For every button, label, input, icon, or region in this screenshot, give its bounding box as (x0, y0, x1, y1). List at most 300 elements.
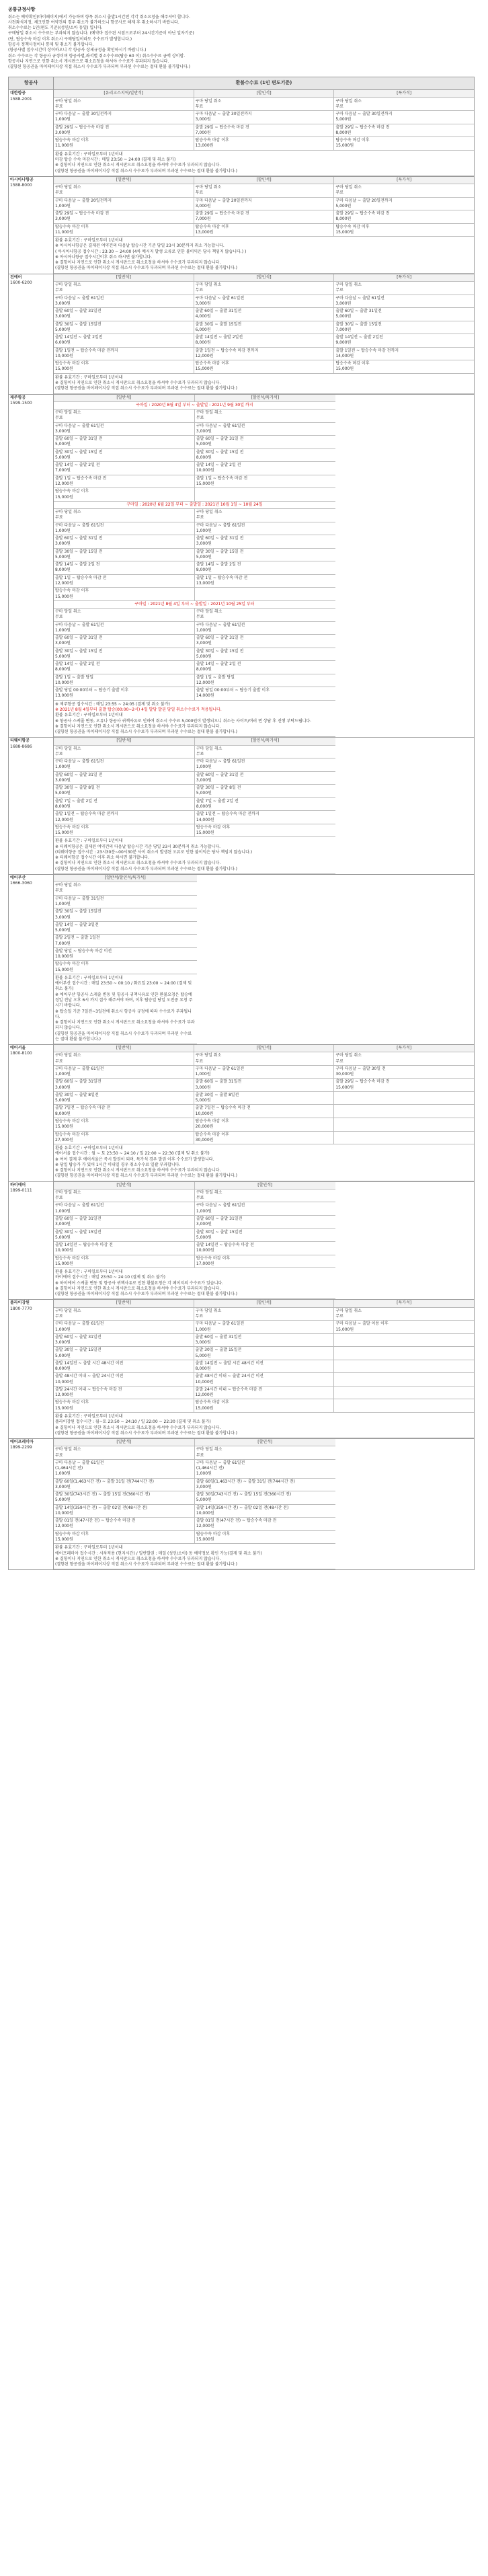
notice-line: 구매당일 취소시 수수료는 부과되지 않습니다. (예약마 접수된 시점으로부터 24시간기준이 아닌 일자기준) (8, 31, 194, 36)
fee-row (54, 1373, 474, 1387)
airline-phone: 1800-7770 (10, 1306, 32, 1311)
fee-column-header: [할인석] (257, 1182, 273, 1187)
fee-row (54, 321, 474, 335)
fee-row (54, 1334, 474, 1348)
fee-cell: 구마 당일 취소 무료 (335, 185, 362, 196)
airline-notes (54, 1413, 474, 1438)
note-line: ※ 결항이나 지연으로 인한 취소시 게시판으로 취소요청을 하셔야 수수료가 부과되지 않습니다. (55, 724, 221, 729)
fee-cell: 출발 7일전 ~ 탑승수속 마감 전 8,000원 (54, 1105, 194, 1118)
fee-row (54, 661, 335, 674)
fee-column-header: [특가석] (397, 1046, 412, 1051)
fee-row (54, 423, 335, 436)
fee-header-row (54, 395, 335, 402)
airline-row (9, 90, 475, 176)
fee-header-row (54, 738, 335, 745)
fee-column-header: [일반석] (54, 395, 195, 401)
fee-cell: 구마 다음날 ~ 출발 61일전 1,000원 (54, 1321, 194, 1333)
fee-row (54, 609, 335, 622)
fee-cell: 구마 다음날 ~ 출발 61일전 1,000원 (196, 522, 245, 533)
fee-cell: 탑승수속 마감 이후 15,000원 (54, 360, 194, 373)
fee-column-header: [특가석] (397, 91, 412, 96)
fee-cell: 출발 30일 ~ 출발 8일전 5,000원 (194, 1092, 335, 1105)
note-line: ※ 결항이나 지연으로 인한 취소시 게시판으로 취소요청을 하셔야 수수료가 부과되지 않습니다. (55, 1020, 195, 1031)
fee-cell: 탑승수속 마감 이후 15,000원 (54, 588, 195, 600)
fee-row (54, 137, 474, 151)
fee-cell: 출발 14일전 ~ 출발 2일전 8,000원 (194, 334, 335, 347)
fee-cell: 출발 01일 전(47시간 전) ~ 탑승수속 마감 전 12,000원 (196, 1518, 277, 1529)
fee-cell: 출발 1일 ~ 출발 당일 10,000원 (54, 674, 195, 687)
airline-name: 제주항공 (10, 395, 26, 400)
fee-row (54, 98, 474, 112)
fee-row (54, 1518, 335, 1531)
fee-cell: 출발 60일(1,463시간 전) ~ 출발 31일 전(744시간 전) 3,000원 (196, 1479, 295, 1489)
fee-cell: 탑승수속 마감 이후 15,000원 (335, 361, 370, 372)
note-line: (결항된 항공권을 마이페이지상 직접 취소시 수수료가 부과되며 부과된 수수료는 절대 환불 불가합니다.) (55, 1031, 192, 1042)
fee-row (54, 475, 335, 489)
fee-cell: 출발 30일 ~ 출발 15일 전 5,000원 (196, 648, 244, 659)
fee-cell: 구마 당일 취소 무료 (54, 746, 195, 758)
fee-cell: 출발 1일 ~ 탑승수속 마감 전 12,000원 (54, 475, 195, 488)
fee-cell: 출발 30일 ~ 출발 8일 전 5,000원 (196, 785, 241, 796)
note-line: 에어프레미아 접수시간 : 시차적용 (현지시간) / 일반발권 : 매일 (성인/소아) 동 예약정보 확인 가능(결제 및 취소 불가) (55, 1551, 262, 1556)
airline-cell (9, 1181, 54, 1300)
fee-row (54, 687, 335, 701)
note-line: 에어서울 접수시간 : 월 ~ 토 23:50 ~ 24:10 / 일 22:00 ~ 22:30 (결제 및 취소 불가) (55, 1151, 210, 1157)
fee-cell: 탑승수속 마감 이후 15,000원 (54, 824, 195, 837)
fee-column-header: [일반석] (54, 1300, 194, 1306)
fee-row (54, 896, 197, 909)
fee-cell: 구마 당일 취소 무료 (54, 1052, 194, 1065)
fee-cell: 탑승수속 마감 이후 15,000원 (194, 1399, 335, 1412)
airline-cell (9, 1300, 54, 1439)
fee-cell: 탑승수속 마감 이후 20,000원 (194, 1118, 335, 1131)
fee-cell: 구마 당일 취소 무료 (196, 1189, 222, 1201)
fee-cell: 구마 다음날 ~ 출발 61일전 1,000원 (54, 522, 195, 535)
airline-phone: 1588-8000 (10, 183, 32, 188)
fee-row (54, 588, 335, 601)
fee-cell: 출발 60일 ~ 출발 31일 전 3,000원 (54, 535, 195, 548)
fee-row (54, 575, 335, 588)
fee-row (54, 1399, 474, 1413)
fee-row (54, 334, 474, 348)
fee-cell: 구마 당일 취소 무료 (55, 883, 81, 894)
fee-cell: 구마 다음날 ~ 출발 20일전까지 5,000원 (335, 198, 393, 208)
airline-row (9, 1439, 475, 1570)
fee-cell: 구마 당일 취소 무료 (194, 282, 335, 295)
fee-row (54, 111, 474, 124)
fee-cell: 구마 다음날 ~ 출발 20일전까지 3,000원 (194, 198, 335, 210)
fee-column-header: [일반석/할인석/특가석] (104, 875, 146, 880)
fee-cell: 출발 30일 ~ 출발 8일 전 5,000원 (54, 785, 195, 797)
fee-cell: 출발 14일 ~ 출발 3일전 5,000원 (55, 922, 99, 933)
airline-cell (9, 90, 54, 176)
airline-notes (54, 701, 335, 738)
fee-cell: 구마 다음날 ~ 출발 30일전까지 1,000원 (54, 111, 194, 124)
fee-cell: 출발 30일 ~ 출발 15일전 5,000원 (54, 1347, 194, 1360)
fee-row (54, 1216, 335, 1229)
notice-line: 취소 수수료는 각 항공사 규정이며 항공사별,좌석별 취소수수료(탑승 60 이) 취소수수료 금액 상이함. (8, 53, 186, 58)
fee-cell: 출발 30일 ~ 출발 15일전 6,000원 (194, 321, 335, 334)
note-line: 환불 유효기간 : 구마일로부터 1년이내 (55, 151, 123, 157)
fee-detail-cell (54, 274, 475, 394)
fee-cell: 출발 29일 ~ 탑승수속 마감 전 7,000원 (194, 210, 335, 223)
fee-cell: 출발 30일 ~ 출발 15일 전 5,000원 (54, 449, 195, 462)
note-line: ※ 당일 탑승가 가 있어 1시간 이내일 경우 취소수수료 일괄 부과합니다. (55, 1162, 181, 1167)
fee-cell: 출발 30일 ~ 출발 15일 전 5,000원 (54, 648, 195, 661)
airline-row (9, 874, 475, 1044)
note-line: ※ 결항이나 지연으로 인한 취소시 게시판으로 취소요청을 하셔야 수수료가 부과되지 않습니다. (55, 861, 221, 866)
fee-column-header: [할인석] (194, 90, 335, 97)
fee-cell: 출발 30일 ~ 출발 15일전 5,000원 (196, 1229, 243, 1240)
fee-cell: 출발 1일 ~ 탑승수속 마감 전 15,000원 (196, 475, 248, 486)
note-line: 환불 유효기간 : 구마일로부터 1년이내 (55, 1146, 123, 1151)
fee-cell: 출발 48시간 이내 ~ 출발 24시간 이전 10,000원 (54, 1373, 194, 1386)
fee-cell: 구마 당일 취소 무료 (196, 609, 222, 620)
fee-row (54, 295, 474, 309)
note-line: 환불 유효기간 : 구마일로부터 1년이내 (55, 838, 123, 844)
fee-cell: 구마 당일 취소 무료 (54, 282, 194, 295)
airline-phone: 1688-8686 (10, 744, 32, 749)
note-line: ※ 에어부산 항공사 스케줄 변동 및 항공사 귀책사유로 인한 환불요청은 탑승예정일 전날 오후 6시 까지 접수 해주셔야 하며, 이후 탑승일 당일 오전중 요청 주시기 바랍니다. (55, 992, 193, 1009)
fee-column-header: [일반석] (54, 1439, 195, 1446)
fee-column-header: [일반석] (54, 274, 194, 281)
fee-cell: 탑승수속 마감 이후 15,000원 (196, 824, 231, 836)
fee-cell: 구마 다음날 ~ 출발 61일전 1,000원 (194, 1321, 335, 1333)
airline-name: 에어서울 (10, 1046, 26, 1051)
fee-detail-cell (54, 1439, 475, 1570)
note-line: (결항된 항공권을 마이페이지상 직접 취소시 수수료가 부과되며 부과된 수수료는 절대 환불 불가합니다.) (55, 1562, 238, 1567)
notice-line: 취소는 예약확인(마이페이지)에서 가능하며 항목 취소시 출발1시간전 각각 취소요청을 해주셔야 합니다. (8, 14, 191, 19)
fee-cell: 출발 14일(359시간 전) ~ 출발 02일 전(48시간 전) 10,000원 (54, 1505, 195, 1518)
note-line: 환불 유효기간 : 구마일로부터 1년이내 (55, 713, 123, 718)
airline-notes (54, 374, 474, 394)
fee-row (54, 282, 474, 295)
fee-cell: 출발 1일전 ~ 탑승수속 마감 전까지 10,000원 (54, 348, 194, 360)
fee-row (54, 1105, 474, 1118)
notice-line: 항공사나 지연으로 인한 취소시 게시판으로 취소요청을 하셔야 수수료가 부과되지 않습니다. (8, 58, 169, 64)
fee-cell: 출발 60일 ~ 출발 31일 전 5,000원 (54, 436, 195, 448)
fee-row (54, 1360, 474, 1374)
fee-cell: 탑승수속 마감 이후 15,000원 (54, 1531, 195, 1544)
fee-cell: 구마 다음날 ~ 출발 61일전 1,000원 (54, 622, 195, 635)
fee-cell: 출발 60일(1,463시간 전) ~ 출발 31일 전(744시간 전) 3,000원 (54, 1479, 195, 1491)
fee-cell: 구마 당일 취소 무료 (335, 1308, 362, 1319)
fee-row (54, 561, 335, 575)
fee-detail-cell (54, 176, 475, 274)
fee-cell: 출발 29일 ~ 탑승수속 마감 전 3,000원 (54, 210, 194, 223)
fee-cell: 출발 30일 ~ 출발 15일전 5,000원 (194, 1347, 335, 1360)
airline-row (9, 1045, 475, 1182)
fee-row (54, 1132, 474, 1145)
fee-cell: 출발 1일 ~ 탑승수속 마감 전 13,000원 (196, 575, 248, 586)
note-line: 하이에어 접수시간 : 매일 23:50 ~ 24:10 (결제 및 취소 불가) (55, 1275, 165, 1280)
fee-cell: 탑승수속 마감 이후 13,000원 (194, 224, 335, 237)
fee-row (54, 746, 335, 759)
fee-row (54, 308, 474, 321)
fee-cell: 출발 30일 ~ 출발 15일 전 8,000원 (196, 449, 244, 460)
fee-cell: 구마 당일 취소 무료 (54, 609, 195, 621)
fee-cell: 출발 60일 ~ 출발 31일전 3,000원 (196, 1216, 243, 1227)
fee-cell (334, 1092, 474, 1105)
note-line: ※ 결항이나 지연으로 인한 취소시 게시판으로 취소요청을 하셔야 수수료가 부과되지 않습니다. (55, 1556, 221, 1561)
fee-cell: 출발 14일 ~ 출발 2일 전 8,000원 (196, 662, 241, 672)
fee-cell: 탑승수속 마감 이후 15,000원 (54, 488, 195, 501)
notice-line: 항공사 정책사정이나 통제 및 취소기 불가합니다. (8, 42, 94, 47)
fee-row (54, 488, 335, 502)
fee-row (54, 198, 474, 211)
note-line: ※ 결항이나 지연으로 인한 취소시 게시판으로 취소요청을 하셔야 수수료가 부과되지 않습니다. (55, 260, 221, 266)
fee-row (54, 436, 335, 449)
fee-row (54, 1079, 474, 1092)
airline-notes (54, 974, 197, 1044)
period-banner: 구마일 : 2020년 6월 22일 부터 ~ 출발일 : 2021년 10월 1일 ~ 10월 24일 (54, 502, 335, 509)
notice-line: (단, 탑승수속 마감 이후 취소시 구매당일이라도 수수료가 발생합니다.) (8, 36, 132, 42)
fee-detail-cell (54, 1181, 475, 1300)
fee-cell: 출발 60일 ~ 출발 31일전 4,000원 (194, 308, 335, 321)
fee-row (54, 648, 335, 662)
note-line: ※ 탑승일 기준 7일전~3일전에 취소시 항공사 규정에 따라 수수료가 부과됩니다. (55, 1009, 192, 1019)
note-line: 마감 탑승 수속 마감시간 : 매일 23:50 ~ 24:00 (결제 및 취소 불가) (55, 157, 176, 162)
fee-row (54, 622, 335, 635)
fee-cell (334, 1399, 474, 1412)
fee-cell: 출발 60일 ~ 출발 31일 전 3,000원 (54, 635, 195, 648)
fee-cell: 출발 30일 ~ 출발 15일전 5,000원 (54, 321, 194, 334)
fee-cell: 구마 당일 취소 무료 (194, 1308, 335, 1321)
notice-section (0, 0, 488, 70)
fee-cell: 출발 30일(743시간 전) ~ 출발 15일 전(360시간 전) 5,000원 (54, 1491, 195, 1504)
fee-cell: 출발 60일 ~ 출발 31일전 3,000원 (54, 308, 194, 321)
fee-cell: 출발 29일 ~ 탑승수속 마감 전 7,000원 (194, 124, 335, 137)
fee-cell: 구마 당일 취소 무료 (54, 1189, 195, 1202)
fee-cell: 출발 24시간 이내 ~ 탑승수속 마감 전 12,000원 (194, 1387, 335, 1399)
note-line: ※ 티웨이항공 접수시간 이후 취소 하시면 불가합니다. (55, 855, 150, 861)
fee-detail-cell (54, 394, 475, 738)
fee-cell: 구마 다음날 ~ 출발 61일전 (1,464시간 전) 1,000원 (196, 1460, 245, 1477)
note-line: 환불 유효기간 : 구마일로부터 1년이내 (55, 975, 123, 980)
column-fee: 환불수수료 (1인 편도기준) (54, 77, 475, 90)
fee-cell: 탑승수속 마감 이후 11,000원 (54, 224, 194, 237)
airline-row (9, 394, 475, 738)
fee-row (54, 1387, 474, 1400)
fee-cell: 출발 당일 ~ 탑승수속 마감 이전 10,000원 (55, 948, 112, 960)
note-line: 환불 유효기간 : 구마일로부터 1년이내 (55, 1545, 123, 1551)
fee-cell: 출발 7일 ~ 출발 2일 전 8,000원 (54, 798, 195, 811)
fee-cell: 출발 60일 ~ 출발 31일 전 3,000원 (196, 635, 244, 646)
fee-column-header: [일반석] (54, 1182, 195, 1189)
fee-row (54, 1347, 474, 1360)
fee-cell: 출발 24시간 이내 ~ 탑승수속 마감 전 12,000원 (54, 1387, 194, 1399)
note-line: (결항된 항공권을 마이페이지상 직접 취소시 수수료가 부과되며 부과된 수수료는 절대 환불 불가합니다.) (55, 1173, 238, 1179)
fee-cell: 구마 다음날 ~ 출발 61일전 3,000원 (335, 295, 384, 306)
note-line: ※ 아시아나항공 접수시간이후 취소 하시면 불가합니다. (55, 254, 152, 260)
fee-cell (334, 1373, 474, 1386)
fee-row (54, 908, 197, 922)
fee-row (54, 1242, 335, 1255)
fee-cell: 출발 1일전 ~ 탑승수속 마감 전까지 14,000원 (196, 812, 259, 822)
notice-lines (8, 15, 480, 71)
fee-cell: 탑승수속 마감 이후 30,000원 (194, 1132, 335, 1144)
airline-row (9, 1181, 475, 1300)
fee-cell: 출발 29일 ~ 탑승수속 마감 전 3,000원 (54, 124, 194, 137)
fee-cell: 탑승수속 마감 이후 13,000원 (194, 137, 335, 150)
notice-line: 취소수수료는 1인(편도 기준)(성인/소아 동일) 입니다. (8, 26, 103, 31)
fee-header-row (54, 875, 197, 882)
airline-notes (54, 1268, 335, 1299)
fee-cell: 출발 30일 ~ 출발 15일 전 5,000원 (196, 549, 244, 559)
fee-header-row (54, 1182, 335, 1189)
fee-cell: 출발 1일 ~ 탑승수속 마감 전 12,000원 (54, 575, 195, 588)
notice-line: (결항된 항공권을 마이페이지상 직접 취소시 수수료가 부과되며 부과된 수수료는 절대 환불 불가합니다.) (8, 65, 191, 70)
fee-cell: 구마 다음날 ~ 출발 61일전 3,000원 (54, 423, 195, 436)
fee-cell: 출발 60일 ~ 출발 31일 전 3,000원 (54, 772, 195, 785)
airline-name: 플라이강원 (10, 1300, 30, 1306)
fee-cell (195, 588, 335, 600)
fee-cell: 구마 다음날 ~ 출발 30일전까지 5,000원 (335, 112, 393, 122)
fee-cell: 구마 다음날 ~ 출발 이용 이후 15,000원 (335, 1321, 389, 1332)
fee-cell: 출발 30일 ~ 출발 15일전 5,000원 (54, 1229, 195, 1242)
fee-header-row (54, 1439, 335, 1446)
fee-cell: 구마 다음날 ~ 출발 61일전 1,000원 (54, 1202, 195, 1215)
fee-cell: 구마 다음날 ~ 출발 31일전 1,000원 (55, 896, 104, 906)
fee-column-header: [할인석/특가석] (251, 738, 280, 744)
fee-row (54, 210, 474, 224)
fee-cell: 출발 14일 ~ 출발 2일 전 10,000원 (196, 463, 241, 473)
fee-cell: 출발 14일 ~ 출발 2일 전 8,000원 (54, 561, 195, 574)
fee-cell: 탑승수속 마감 이후 15,000원 (55, 962, 89, 972)
note-line: ※ 결항이나 지연으로 인한 취소시 게시판으로 취소요청을 하셔야 수수료가 부과되지 않습니다. (55, 381, 221, 385)
note-line: ※ 티웨이항공은 결제된 여약건의 다음날 탑승시간 기준 당일 23시 30분까지 취소 가능합니다. (55, 844, 221, 849)
fee-cell: 탑승수속 마감 이후 11,000원 (54, 137, 194, 150)
fee-cell: 구마 당일 취소 무료 (335, 282, 362, 293)
fee-cell: 출발 14일전 ~ 탑승수속 마감 전 10,000원 (54, 1242, 195, 1255)
fee-cell: 탑승수속 마감 이후 15,000원 (335, 138, 370, 149)
fee-header-row (54, 177, 474, 184)
fee-cell: 출발 30일(743시간 전) ~ 출발 15일 전(360시간 전) 5,000원 (196, 1492, 292, 1503)
fee-cell: 출발 30일 ~ 출발 15일전 3,000원 (55, 909, 101, 920)
fee-cell: 출발 29일 ~ 탑승수속 마감 전 15,000원 (335, 1079, 390, 1090)
fee-row (54, 224, 474, 237)
note-line: 환불 유효기간 : 구마일로부터 1년이내 (55, 375, 123, 380)
fee-column-header: [일반석] (54, 177, 194, 184)
fee-cell: 구마 다음날 ~ 출발 61일전 3,000원 (54, 295, 194, 308)
airline-row (9, 738, 475, 875)
fee-row (54, 124, 474, 138)
note-line: (결항된 항공권을 마이페이지상 직접 취소시 수수료가 부과되며 부과된 수수료는 절대 환불 불가합니다.) (55, 266, 238, 271)
fee-row (54, 961, 197, 974)
fee-cell: 탑승수속 마감 이후 15,000원 (196, 1531, 231, 1543)
fee-cell: 출발 14일 ~ 출발 2일 전 8,000원 (54, 661, 195, 674)
fee-cell: 출발 30일 ~ 출발 8일전 5,000원 (54, 1092, 194, 1105)
fee-row (54, 674, 335, 688)
note-line: ※ 결항이나 지연으로 인한 취소시 게시판으로 취소요청을 하셔야 수수료가 부과되지 않습니다. (55, 1425, 221, 1430)
fee-row (54, 549, 335, 562)
fee-row (54, 409, 335, 423)
fee-cell: 출발 당일 00:00부터 ~ 탑승기 출발 이후 14,000원 (196, 688, 270, 699)
fee-cell (334, 1387, 474, 1399)
fee-cell (334, 1118, 474, 1131)
fee-row (54, 935, 197, 948)
note-line: ( 아시아나항공 접수시간 : 23:30 ~ 24:00 (4차 메시지 발생 오류로 인한 불이익은 당사 책임지 않습니다.) ) (55, 249, 247, 254)
fee-row (54, 798, 335, 812)
fee-row (54, 348, 474, 361)
fee-row (54, 1229, 335, 1243)
fee-cell: 구마 당일 취소 무료 (196, 746, 222, 756)
fee-header-row (54, 274, 474, 282)
fee-column-header: [특가석] (397, 1300, 412, 1306)
fee-cell: 탑승수속 마감 이후 15,000원 (54, 1399, 194, 1412)
airline-notes (54, 837, 335, 874)
fee-row (54, 758, 335, 772)
refund-fee-table (8, 77, 475, 1570)
airline-cell (9, 738, 54, 875)
fee-row (54, 948, 197, 962)
fee-cell: 구마 다음날 ~ 출발 61일전 3,000원 (194, 295, 335, 308)
fee-cell: 구마 다음날 ~ 출발 30일 전 30,000원 (335, 1066, 386, 1077)
fee-row (54, 1308, 474, 1321)
fee-cell: 구마 당일 취소 무료 (194, 184, 335, 197)
note-line: ※ 여어 결제 후 에어서울은 즉시 발권이 되며, 특가석 경우 발권 이후 수수료가 발생합니다. (55, 1157, 214, 1162)
fee-cell (334, 1132, 474, 1144)
fee-cell: 탑승수속 마감 이후 15,000원 (54, 1255, 195, 1268)
fee-cell: 구마 당일 취소 무료 (196, 510, 222, 520)
fee-detail-cell (54, 1300, 475, 1439)
fee-row (54, 1092, 474, 1105)
airline-notes (54, 1544, 335, 1569)
airline-cell (9, 1045, 54, 1182)
fee-cell: 출발 1일전 ~ 탑승수속 마감 전까지 12,000원 (54, 811, 195, 824)
notice-title: 공통규정사항 (8, 7, 36, 12)
fee-cell: 출발 1일전 ~ 탑승수속 마감 전까지 14,000원 (335, 348, 399, 358)
note-line: ※ 하이에어 스케줄 변동 및 항공사 귀책사유로 인한 환불요청은 각 페이지의 수수료가 있습니다. (55, 1280, 224, 1286)
fee-cell (334, 1347, 474, 1360)
fee-row (54, 509, 335, 522)
note-line: (티웨이항공 접수시간 : 23시30분~00시30분 사이 취소시 발생된 오류로 인한 불이익은 당사 책임지 않습니다.) (55, 849, 253, 855)
airline-phone: 1600-6200 (10, 280, 32, 286)
notice-line: (항공사별 접수시간이 상이하오니 각 항공사 상세규정을 확인하시기 바랍니다.) (8, 48, 147, 53)
fee-cell: 출발 29일 ~ 탑승수속 마감 전 8,000원 (335, 211, 390, 222)
airline-notes (54, 1144, 474, 1181)
fee-cell: 구마 당일 취소 무료 (196, 410, 222, 421)
note-line: ※ 아시아나항공은 결제된 여약건의 다음날 탑승시간 기준 당일 23시 30분까지 취소 가능합니다. (55, 243, 225, 249)
fee-cell: 출발 60일 ~ 출발 31일전 3,000원 (54, 1079, 194, 1091)
fee-cell: 구마 다음날 ~ 출발 61일전 1,000원 (196, 1203, 245, 1214)
note-line: ※ 결항이나 지연으로 인한 취소시 게시판으로 취소요청을 하셔야 수수료가 부과되지 않습니다. (55, 163, 221, 168)
fee-cell: 출발 48시간 이내 ~ 출발 24시간 이전 10,000원 (194, 1373, 335, 1386)
fee-cell: 탑승수속 마감 이후 15,000원 (54, 1118, 194, 1131)
note-line: ※ 결항이나 지연으로 인한 취소시 게시판으로 취소요청을 하셔야 수수료가 부과되지 않습니다. (55, 1168, 221, 1173)
airline-phone: 1899-0111 (10, 1187, 32, 1193)
fee-cell: 구마 다음날 ~ 출발 61일전 (1,464시간 전) 1,000원 (54, 1460, 195, 1478)
note-line: 환불 유효기간 : 구마일로부터 1년이내 (55, 238, 123, 243)
airline-cell (9, 274, 54, 394)
fee-cell: 구마 다음날 ~ 출발 61일전 1,000원 (196, 622, 245, 633)
fee-cell: 출발 14일 ~ 출발 2일 전 8,000원 (196, 562, 241, 573)
fee-cell: 구마 당일 취소 무료 (54, 184, 194, 197)
note-line: (결항된 항공권을 마이페이지상 직접 취소시 수수료가 부과되며 부과된 수수료는 절대 환불 불가합니다.) (55, 866, 238, 871)
note-line: (결항된 항공권을 마이페이지상 직접 취소시 수수료가 부과되며 부과된 수수료는 절대 환불 불가합니다.) (55, 1430, 238, 1436)
airline-name: 하이에어 (10, 1182, 26, 1187)
note-line: ※ 결항이나 지연으로 인한 취소시 게시판으로 취소요청을 하셔야 수수료가 부과되지 않습니다. (55, 1286, 221, 1291)
fee-row (54, 785, 335, 798)
fee-row (54, 449, 335, 463)
fee-cell: 구마 다음날 ~ 출발 61일전 1,000원 (54, 758, 195, 771)
fee-column-header: [할인석/특가석] (251, 395, 280, 400)
fee-row (54, 1066, 474, 1079)
airline-name: 티웨이항공 (10, 738, 30, 744)
fee-cell: 출발 1일전 ~ 탑승수속 마감 전까지 12,000원 (194, 348, 335, 360)
fee-row (54, 1505, 335, 1518)
fee-cell: 구마 다음날 ~ 출발 61일전 1,000원 (54, 1066, 194, 1079)
